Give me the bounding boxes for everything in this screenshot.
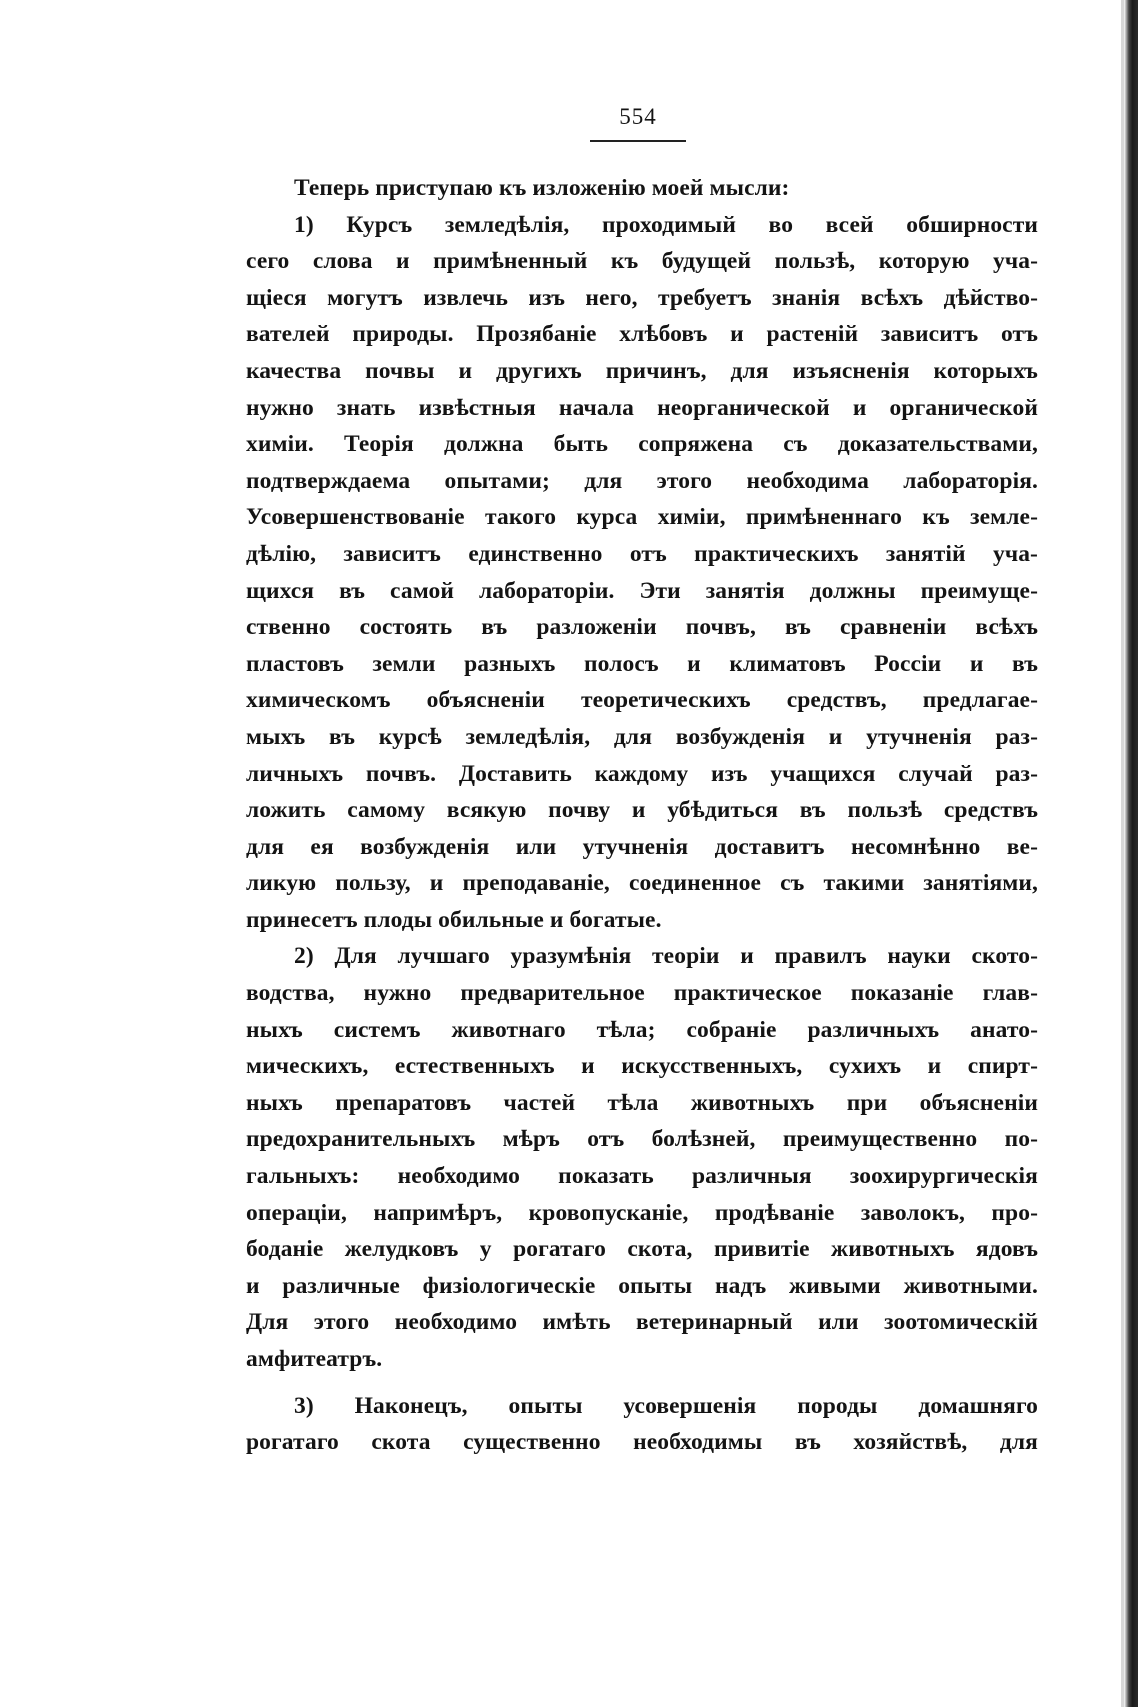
text-line: 1) Курсъ земледѣлія, проходимый во всей обширности: [294, 211, 1038, 238]
page-number-rule: [590, 140, 686, 142]
text-line: химіи. Теорія должна быть сопряжена съ доказательствами,: [246, 431, 1038, 458]
text-line: сего слова и примѣненный къ будущей пользѣ, которую уча-: [246, 248, 1038, 275]
body-text: [246, 170, 1038, 1461]
text-line: ликую пользу, и преподаваніе, соединенное съ такими занятіями,: [246, 870, 1038, 897]
text-line: 3) Наконецъ, опыты усовершенія породы домашняго: [294, 1392, 1038, 1419]
text-line: вателей природы. Прозябаніе хлѣбовъ и растеній зависитъ отъ: [246, 321, 1038, 348]
paragraph-gap: [246, 1378, 1038, 1388]
page-number: 554: [619, 104, 657, 129]
text-line: принесетъ плоды обильные и богатые.: [246, 906, 662, 933]
text-line: химическомъ объясненіи теоретическихъ средствъ, предлагае-: [246, 687, 1038, 714]
text-line: предохранительныхъ мѣръ отъ болѣзней, преимущественно по-: [246, 1126, 1038, 1153]
text-line: щіеся могутъ извлечь изъ него, требуетъ знанія всѣхъ дѣйство-: [246, 284, 1038, 311]
scan-edge: [1124, 0, 1138, 1707]
text-line: подтверждаема опытами; для этого необходима лабораторія.: [246, 467, 1038, 494]
text-line: и различные физіологическіе опыты надъ живыми животными.: [246, 1272, 1038, 1299]
text-line: операціи, напримѣръ, кровопусканіе, продѣваніе заволокъ, про-: [246, 1199, 1038, 1226]
text-line: Теперь приступаю къ изложенію моей мысли:: [294, 175, 790, 201]
text-line: мыхъ въ курсѣ земледѣлія, для возбужденія и утучненія раз-: [246, 723, 1038, 750]
text-line: для ея возбужденія или утучненія доставитъ несомнѣнно ве-: [246, 833, 1038, 860]
text-line: дѣлію, зависитъ единственно отъ практическихъ занятій уча-: [246, 540, 1038, 567]
text-line: гальныхъ: необходимо показать различныя зоохирургическія: [246, 1163, 1038, 1190]
text-line: ложить самому всякую почву и убѣдиться въ пользѣ средствъ: [246, 797, 1038, 824]
text-line: боданіе желудковъ у рогатаго скота, привитіе животныхъ ядовъ: [246, 1236, 1038, 1263]
text-line: нужно знать извѣстныя начала неорганической и органической: [246, 394, 1038, 421]
text-line: водства, нужно предварительное практическое показаніе глав-: [246, 980, 1038, 1007]
text-line: личныхъ почвъ. Доставить каждому изъ учащихся случай раз-: [246, 760, 1038, 787]
text-line: амфитеатръ.: [246, 1346, 383, 1372]
text-line: мическихъ, естественныхъ и искусственныхъ, сухихъ и спирт-: [246, 1053, 1038, 1080]
text-line: ныхъ системъ животнаго тѣла; собраніе различныхъ анато-: [246, 1016, 1038, 1043]
text-line: 2) Для лучшаго уразумѣнія теоріи и правилъ науки ското-: [294, 943, 1038, 970]
text-line: щихся въ самой лабораторіи. Эти занятія должны преимуще-: [246, 577, 1038, 604]
text-line: Для этого необходимо имѣть ветеринарный или зоотомическій: [246, 1309, 1038, 1336]
text-line: Усовершенствованіе такого курса химіи, примѣненнаго къ земле-: [246, 504, 1038, 531]
text-line: пластовъ земли разныхъ полосъ и климатовъ Россіи и въ: [246, 650, 1038, 677]
text-line: рогатаго скота существенно необходимы въ хозяйствѣ, для: [246, 1429, 1038, 1456]
text-line: ственно состоять въ разложеніи почвъ, въ сравненіи всѣхъ: [246, 614, 1038, 641]
text-line: качества почвы и другихъ причинъ, для изъясненія которыхъ: [246, 357, 1038, 384]
text-line: ныхъ препаратовъ частей тѣла животныхъ при объясненіи: [246, 1089, 1038, 1116]
